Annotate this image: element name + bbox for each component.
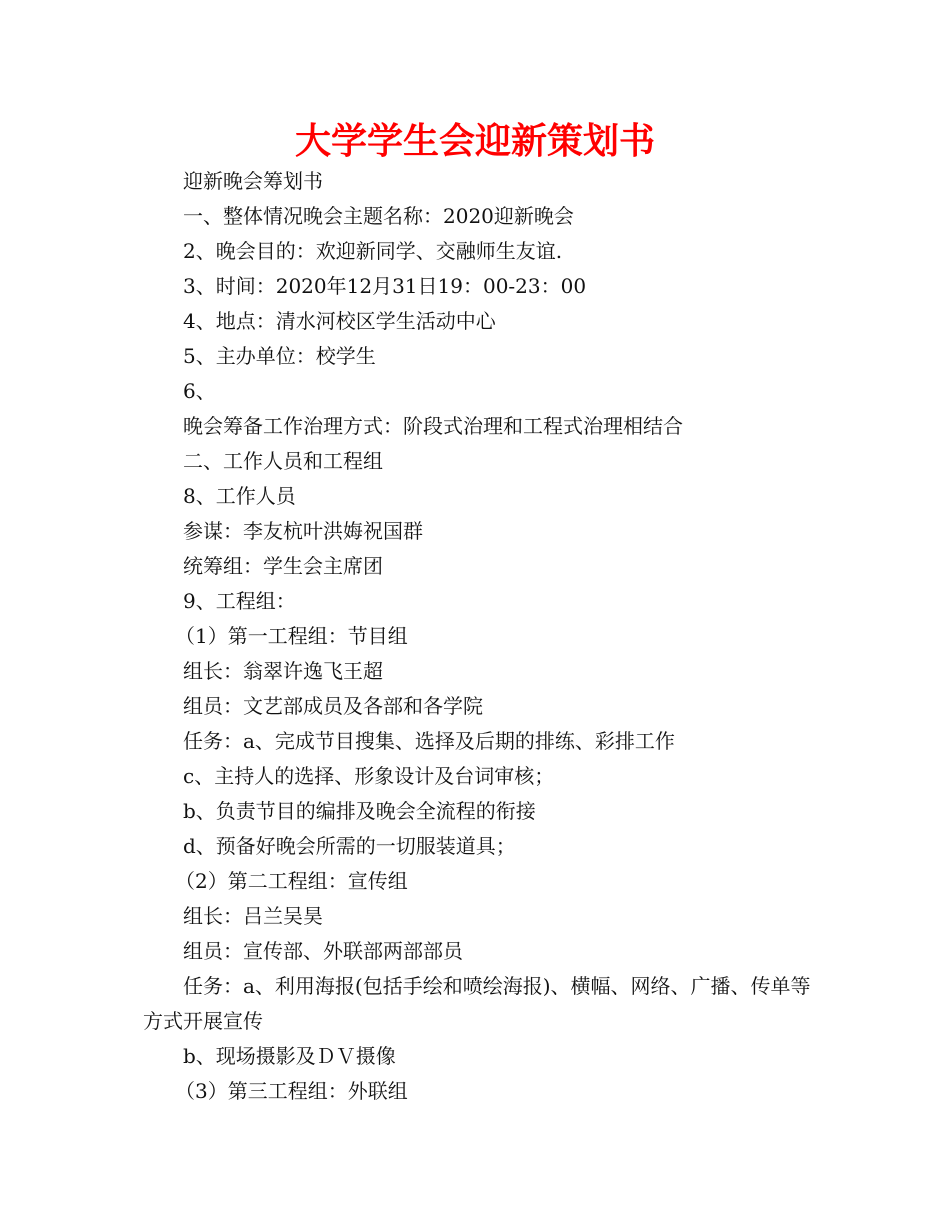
text-line: 6、 (183, 379, 216, 403)
document-title: 大学学生会迎新策划书 (294, 121, 655, 162)
text-line: d、预备好晚会所需的一切服装道具； (183, 834, 516, 858)
text-line: b、负责节目的编排及晚会全流程的衔接 (183, 799, 536, 823)
text-line: 9、工程组： (183, 589, 296, 613)
text-line: （1）第一工程组：节目组 (175, 624, 408, 648)
text-line: 3、时间：2020年12月31日19：00-23：00 (183, 274, 587, 298)
text-line: 组长：翁翠许逸飞王超 (183, 659, 383, 683)
text-line: 4、地点：清水河校区学生活动中心 (183, 309, 496, 333)
text-line: b、现场摄影及ＤＶ摄像 (183, 1044, 396, 1068)
text-line: 任务：a、完成节目搜集、选择及后期的排练、彩排工作 (183, 729, 675, 753)
text-line: 统筹组：学生会主席团 (183, 554, 383, 578)
document-body (143, 164, 823, 1109)
text-line: （2）第二工程组：宣传组 (175, 869, 408, 893)
text-line: 迎新晚会筹划书 (183, 169, 323, 193)
text-line: 5、主办单位：校学生 (183, 344, 376, 368)
text-line: c、主持人的选择、形象设计及台词审核； (183, 764, 555, 788)
text-line: 组员：文艺部成员及各部和各学院 (183, 694, 483, 718)
text-line: 组长：吕兰吴昊 (183, 904, 323, 928)
text-line: （3）第三工程组：外联组 (175, 1079, 408, 1103)
text-line: 组员：宣传部、外联部两部部员 (183, 939, 463, 963)
text-line: 8、工作人员 (183, 484, 296, 508)
text-line: 参谋：李友杭叶洪娒祝国群 (183, 519, 423, 543)
text-line: 晚会筹备工作治理方式：阶段式治理和工程式治理相结合 (183, 414, 683, 438)
text-line: 2、晚会目的：欢迎新同学、交融师生友谊. (183, 239, 563, 263)
text-line: 任务：a、利用海报(包括手绘和喷绘海报)、横幅、网络、广播、传单等方式开展宣传 (143, 974, 811, 1033)
text-line: 二、工作人员和工程组 (183, 449, 383, 473)
text-line: 一、整体情况晚会主题名称：2020迎新晚会 (183, 204, 574, 228)
